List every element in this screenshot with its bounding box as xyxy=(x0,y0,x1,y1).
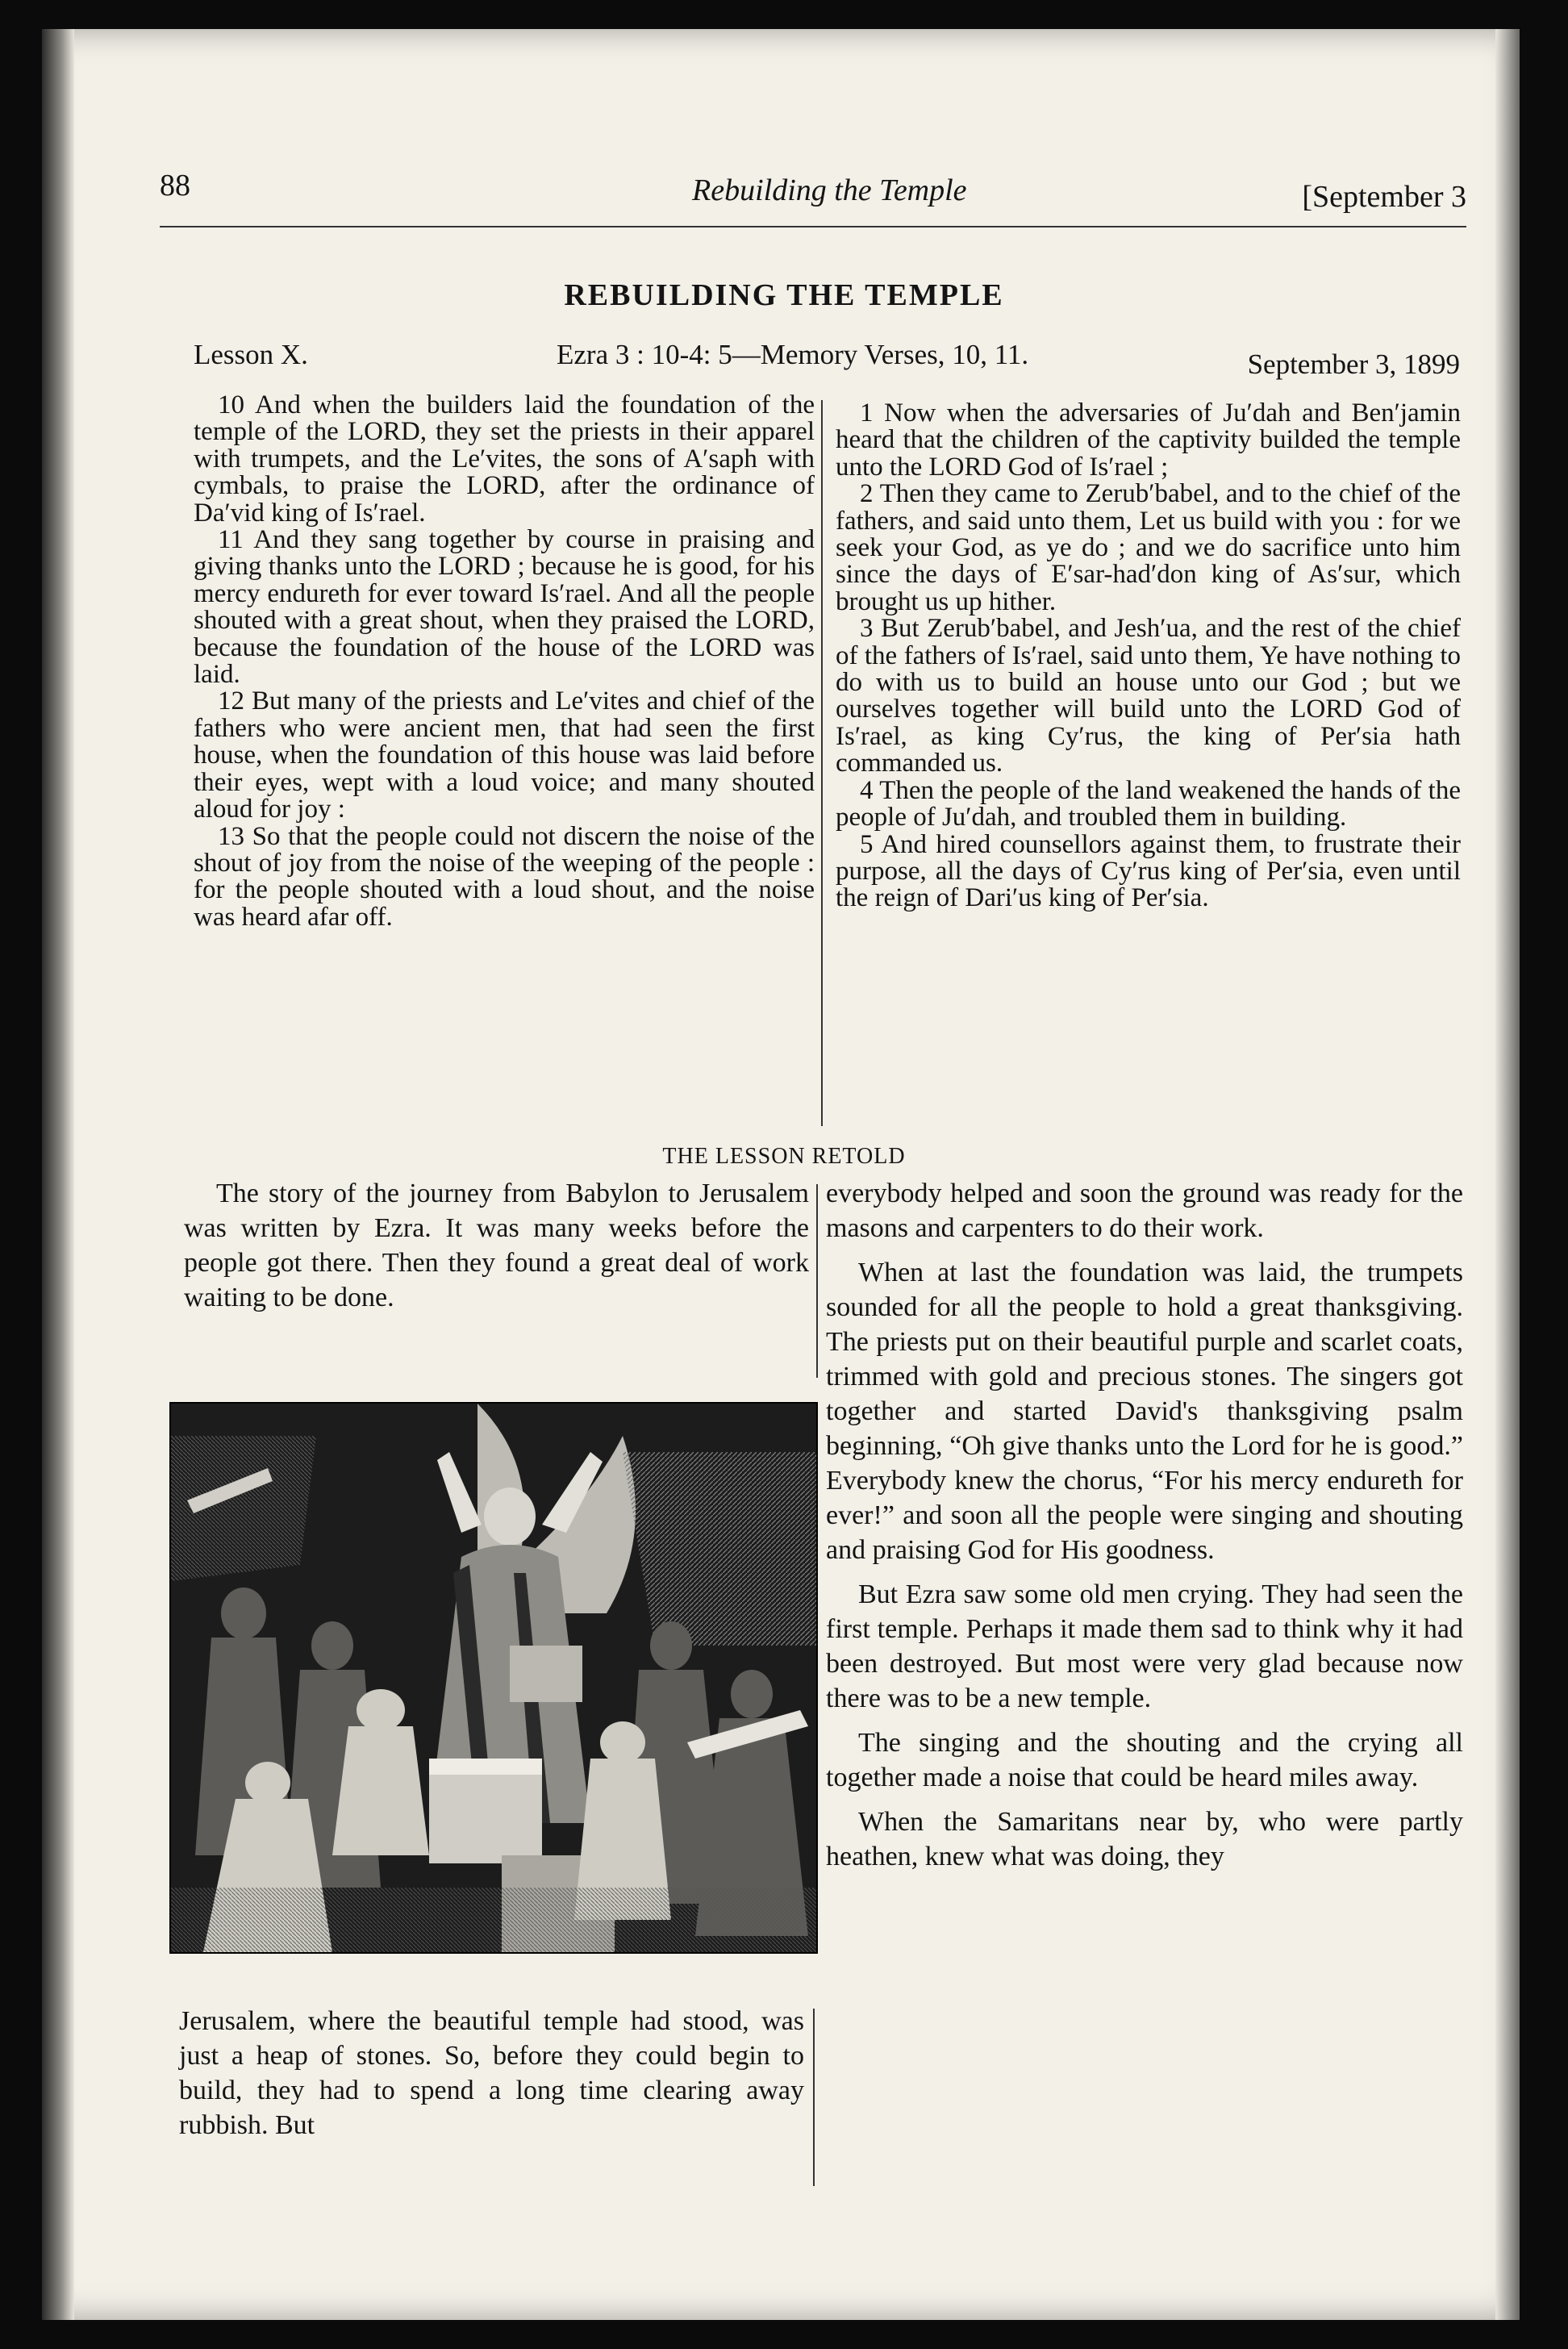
verse-12: 12 But many of the priests and Le′vites and chief of the fathers who were ancient men, that had seen the first house, when the foundation of this house was laid before their eyes, wept with a loud voice; and many shouted aloud for joy : xyxy=(194,686,815,824)
verse-1: 1 Now when the adversaries of Ju′dah and Ben′jamin heard that the children of the captivity builded the temple unto the LORD God of Is′rael ; xyxy=(836,398,1461,482)
verses-right-column xyxy=(836,400,1461,912)
retold-right-column xyxy=(826,1176,1463,1884)
lesson-date: September 3, 1899 xyxy=(1247,348,1460,380)
retold-paragraph: But Ezra saw some old men crying. They had seen the first temple. Perhaps it made them sad to think why it had been destroyed. But most were very glad because now there was to be a new temple. xyxy=(826,1579,1463,1713)
book-spine-shadow xyxy=(42,29,74,2320)
verses-left-column xyxy=(194,392,815,931)
running-title: Rebuilding the Temple xyxy=(692,173,967,207)
retold-paragraph: When the Samaritans near by, who were partly heathen, knew what was doing, they xyxy=(826,1807,1463,1871)
verse-5: 5 And hired counsellors against them, to frustrate their purpose, all the days of Cy′rus king of Per′sia, even until the reign of Dari′us king of Per′sia. xyxy=(836,829,1461,913)
page-edge-shadow xyxy=(1495,29,1520,2320)
running-head xyxy=(160,168,1466,216)
verse-4: 4 Then the people of the land weakened the hands of the people of Ju′dah, and troubled them in building. xyxy=(836,775,1461,832)
retold-left-bottom xyxy=(179,2004,804,2152)
retold-heading: THE LESSON RETOLD xyxy=(662,1144,906,1169)
lesson-info xyxy=(194,339,1460,379)
page-number: 88 xyxy=(160,169,190,202)
verse-2: 2 Then they came to Zerub′babel, and to the chief of the fathers, and said unto them, Let us build with you : for we seek your God, as ye do ; and we do sacrifice unto him since the days of E′sar-had′don king of As′sur, which brought us up hither. xyxy=(836,479,1461,616)
lesson-number: Lesson X. xyxy=(194,339,308,370)
retold-paragraph: The story of the journey from Babylon to Jerusalem was written by Ezra. It was many weeks before the people got there. Then they found a great deal of work waiting to be done. xyxy=(184,1179,809,1312)
priests-praising-illustration-icon xyxy=(171,1404,816,1952)
retold-paragraph: Jerusalem, where the beautiful temple had stood, was just a heap of stones. So, before they could begin to build, they had to spend a long time clearing away rubbish. But xyxy=(179,2006,804,2140)
header-rule xyxy=(160,226,1466,227)
column-divider xyxy=(816,1184,818,1378)
verse-3: 3 But Zerub′babel, and Jesh′ua, and the rest of the chief of the fathers of Is′rael, said unto them, Ye have nothing to do with us to build an house unto our God ; but we ourselves together will build unto the LORD God of Is′rael, as king Cy′rus, the king of Per′sia hath commanded us. xyxy=(836,614,1461,778)
verse-11: 11 And they sang together by course in praising and giving thanks unto the LORD ; because he is good, for his mercy endureth for ever toward Is′rael. And all the people shouted with a great shout, when they praised the LORD, because the foundation of the house of the LORD was laid. xyxy=(194,525,815,690)
verse-13: 13 So that the people could not discern the noise of the shout of joy from the noise of the weeping of the people : for the people shouted with a loud shout, and the noise was heard afar off. xyxy=(194,821,815,932)
scripture-reference: Ezra 3 : 10-4: 5—Memory Verses, 10, 11. xyxy=(557,339,1029,370)
lesson-title: REBUILDING THE TEMPLE xyxy=(564,278,1004,312)
column-divider xyxy=(813,2009,815,2186)
retold-paragraph: The singing and the shouting and the crying all together made a noise that could be heard miles away. xyxy=(826,1728,1463,1792)
verse-10: 10 And when the builders laid the foundation of the temple of the LORD, they set the priests in their apparel with trumpets, and the Le′vites, the sons of A′saph with cymbals, to praise the LORD, after the ordinance of Da′vid king of Is′rael. xyxy=(194,390,815,528)
running-date: [September 3 xyxy=(1302,180,1466,214)
column-divider xyxy=(821,400,823,1126)
retold-paragraph: When at last the foundation was laid, the trumpets sounded for all the people to hold a great thanksgiving. The priests put on their beautiful purple and scarlet coats, trimmed with gold and precious stones. The singers got together and started David's thanksgiving psalm beginning, “Oh give thanks unto the Lord for he is good.” Everybody knew the chorus, “For his mercy endureth for ever!” and soon all the people were singing and shouting and praising God for His goodness. xyxy=(826,1258,1463,1565)
retold-left-top xyxy=(184,1176,809,1325)
temple-illustration xyxy=(169,1402,818,1954)
retold-paragraph: everybody helped and soon the ground was ready for the masons and carpenters to do their work. xyxy=(826,1179,1463,1243)
